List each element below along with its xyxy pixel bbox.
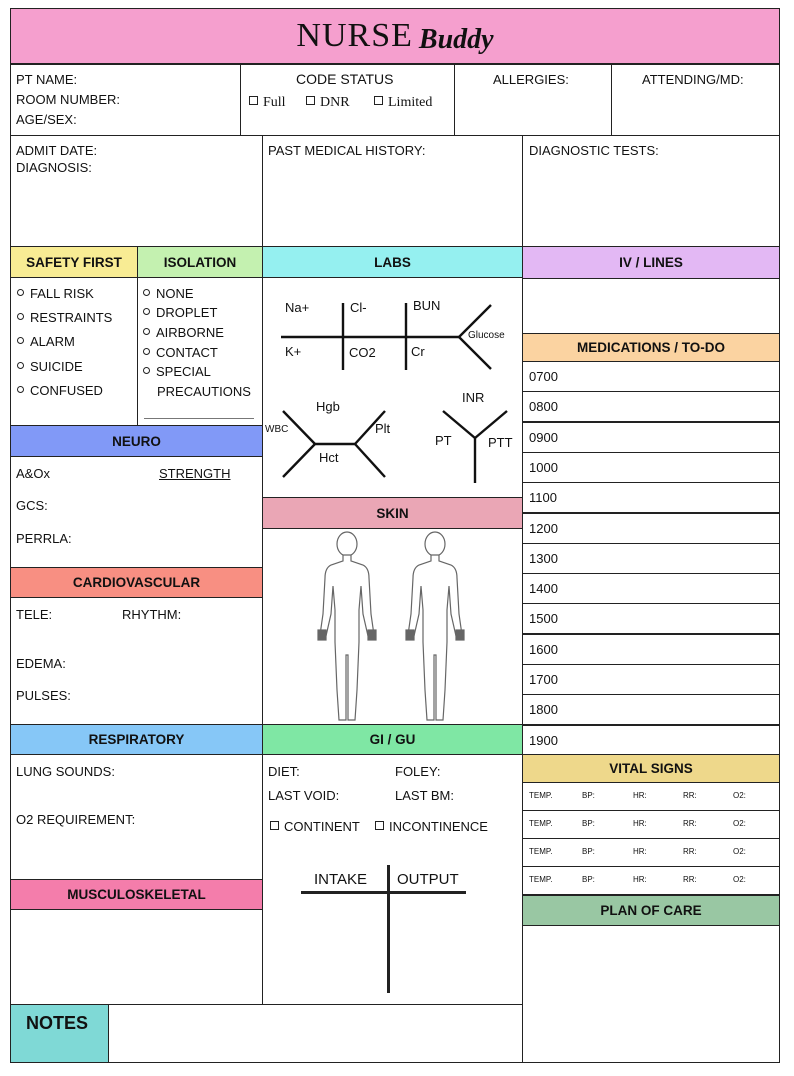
isolation-special-cont: PRECAUTIONS (157, 384, 251, 399)
notes-header (10, 1004, 109, 1063)
isolation-item[interactable]: DROPLET (143, 305, 217, 320)
medication-time: 1300 (529, 551, 558, 566)
medication-row[interactable] (522, 361, 780, 392)
isolation-box (137, 277, 263, 426)
lab-bun: BUN (413, 298, 441, 313)
medication-row[interactable] (522, 391, 780, 422)
isolation-header: ISOLATION (137, 246, 263, 278)
lab-pt: PT (435, 433, 452, 448)
diet-label: DIET: (268, 764, 300, 779)
vitals-label: TEMP. (529, 819, 553, 828)
lab-wbc: WBC (265, 424, 289, 435)
vitals-label: RR: (683, 819, 697, 828)
neuro-gcs-label: GCS: (16, 498, 48, 513)
title-banner (10, 8, 780, 64)
vitals-label: TEMP. (529, 791, 553, 800)
bullet-icon (143, 289, 150, 296)
vitals-label: O2: (733, 847, 746, 856)
cardio-rhythm-label: RHYTHM: (122, 607, 182, 622)
safety-item[interactable]: RESTRAINTS (17, 310, 112, 325)
safety-box (10, 277, 138, 426)
neuro-aox-label: A&Ox (16, 466, 50, 481)
vitals-label: HR: (633, 819, 647, 828)
vitals-label: HR: (633, 875, 647, 884)
medication-time: 1900 (529, 733, 558, 748)
skin-box (262, 528, 523, 725)
vitals-row[interactable] (522, 810, 780, 839)
medication-row[interactable] (522, 694, 780, 725)
lung-sounds-label: LUNG SOUNDS: (16, 764, 115, 779)
labs-box (262, 277, 523, 498)
isolation-item[interactable]: SPECIAL (143, 364, 211, 379)
medication-row[interactable] (522, 452, 780, 483)
medication-row[interactable] (522, 573, 780, 604)
medication-time: 0800 (529, 399, 558, 414)
bullet-icon (17, 362, 24, 369)
cardio-pulses-label: PULSES: (16, 688, 71, 703)
lab-hgb: Hgb (316, 399, 340, 414)
notes-box[interactable] (108, 1004, 523, 1063)
checkbox-icon (306, 96, 315, 105)
medication-row[interactable] (522, 725, 780, 756)
diagnostic-tests-box (522, 135, 780, 247)
lab-plt: Plt (375, 421, 391, 436)
lab-cr: Cr (411, 344, 425, 359)
checkbox-icon (249, 96, 258, 105)
vitals-label: O2: (733, 819, 746, 828)
admit-date-label: ADMIT DATE: (16, 143, 98, 158)
medication-row[interactable] (522, 664, 780, 695)
last-void-label: LAST VOID: (268, 788, 340, 803)
lab-k: K+ (285, 344, 302, 359)
checkbox-icon (374, 96, 383, 105)
patient-info-box (10, 64, 241, 136)
safety-item[interactable]: ALARM (17, 334, 75, 349)
bullet-icon (143, 367, 150, 374)
safety-item[interactable]: FALL RISK (17, 286, 94, 301)
lab-hct: Hct (319, 450, 339, 465)
pmh-label: PAST MEDICAL HISTORY: (268, 143, 426, 158)
neuro-header: NEURO (10, 425, 263, 457)
allergies-box (454, 64, 612, 136)
bullet-icon (17, 313, 24, 320)
iv-lines-header: IV / LINES (522, 246, 780, 279)
vitals-label: TEMP. (529, 875, 553, 884)
medication-time: 1000 (529, 460, 558, 475)
isolation-underline (144, 418, 254, 419)
medication-time: 1500 (529, 611, 558, 626)
medication-row[interactable] (522, 513, 780, 544)
vitals-header: VITAL SIGNS (522, 754, 780, 783)
msk-header: MUSCULOSKELETAL (10, 879, 263, 910)
vitals-label: BP: (582, 819, 595, 828)
attending-box (611, 64, 780, 136)
labs-header: LABS (262, 246, 523, 278)
medication-time: 1700 (529, 672, 558, 687)
pmh-box (262, 135, 523, 247)
continent-option[interactable]: CONTINENT (270, 819, 360, 834)
medication-row[interactable] (522, 543, 780, 574)
output-label: OUTPUT (397, 871, 459, 888)
incontinence-option[interactable]: INCONTINENCE (375, 819, 488, 834)
code-status-label: CODE STATUS (296, 71, 394, 87)
skin-header: SKIN (262, 497, 523, 529)
vitals-label: HR: (633, 791, 647, 800)
medication-row[interactable] (522, 422, 780, 453)
intake-label: INTAKE (314, 871, 368, 888)
isolation-item[interactable]: AIRBORNE (143, 325, 224, 340)
lab-cl: Cl- (350, 300, 367, 315)
medication-time: 1800 (529, 702, 558, 717)
bullet-icon (17, 386, 24, 393)
neuro-strength-label: STRENGTH (159, 466, 231, 481)
medication-time: 0700 (529, 369, 558, 384)
vitals-label: RR: (683, 847, 697, 856)
code-dnr-option[interactable]: DNR (306, 95, 350, 111)
code-status-box (240, 64, 455, 136)
io-horizontal-line (301, 891, 466, 894)
cardio-box (10, 597, 263, 725)
msk-box (10, 909, 263, 1005)
vitals-label: TEMP. (529, 847, 553, 856)
room-number-label: ROOM NUMBER: (16, 92, 120, 107)
medication-row[interactable] (522, 634, 780, 665)
lab-glucose: Glucose (468, 330, 505, 341)
code-limited-option[interactable]: Limited (374, 95, 432, 111)
medication-time: 1600 (529, 642, 558, 657)
checkbox-icon (375, 821, 384, 830)
o2-requirement-label: O2 REQUIREMENT: (16, 812, 136, 827)
cardio-tele-label: TELE: (16, 607, 53, 622)
vitals-row[interactable] (522, 838, 780, 867)
medications-header: MEDICATIONS / TO-DO (522, 333, 780, 362)
vitals-label: RR: (683, 791, 697, 800)
plan-header: PLAN OF CARE (522, 895, 780, 926)
attending-label: ATTENDING/MD: (642, 72, 744, 87)
vitals-row[interactable] (522, 782, 780, 811)
safety-header: SAFETY FIRST (10, 246, 138, 278)
safety-item[interactable]: CONFUSED (17, 383, 103, 398)
cardio-header: CARDIOVASCULAR (10, 567, 263, 598)
body-diagram (263, 529, 522, 724)
bullet-icon (143, 328, 150, 335)
foley-label: FOLEY: (395, 764, 441, 779)
allergies-label: ALLERGIES: (493, 72, 569, 87)
lab-inr: INR (462, 390, 485, 405)
checkbox-icon (270, 821, 279, 830)
bullet-icon (17, 337, 24, 344)
vitals-label: O2: (733, 875, 746, 884)
vitals-label: RR: (683, 875, 697, 884)
medication-row[interactable] (522, 482, 780, 513)
medication-time: 0900 (529, 430, 558, 445)
bullet-icon (143, 308, 150, 315)
vitals-label: O2: (733, 791, 746, 800)
isolation-item[interactable]: NONE (143, 286, 194, 301)
neuro-perrla-label: PERRLA: (16, 531, 72, 546)
vitals-row[interactable] (522, 866, 780, 895)
vitals-label: BP: (582, 791, 595, 800)
vitals-label: HR: (633, 847, 647, 856)
io-vertical-line (387, 865, 390, 993)
gigu-box (262, 754, 523, 1005)
title-main: NURSE (296, 17, 413, 54)
safety-item[interactable]: SUICIDE (17, 359, 83, 374)
medication-time: 1200 (529, 521, 558, 536)
gigu-header: GI / GU (262, 724, 523, 755)
respiratory-box (10, 754, 263, 880)
lab-ptt: PTT (488, 435, 513, 450)
isolation-item[interactable]: CONTACT (143, 345, 218, 360)
lab-co2: CO2 (349, 345, 376, 360)
diagnostic-tests-label: DIAGNOSTIC TESTS: (529, 143, 659, 158)
medication-row[interactable] (522, 603, 780, 634)
respiratory-header: RESPIRATORY (10, 724, 263, 755)
plan-box (522, 925, 780, 1063)
bullet-icon (143, 348, 150, 355)
vitals-label: BP: (582, 875, 595, 884)
pt-name-label: PT NAME: (16, 72, 78, 87)
lab-na: Na+ (285, 300, 310, 315)
notes-title: NOTES (26, 1013, 89, 1033)
age-sex-label: AGE/SEX: (16, 112, 77, 127)
admit-box (10, 135, 263, 247)
title-script: Buddy (418, 24, 494, 55)
medication-time: 1400 (529, 581, 558, 596)
last-bm-label: LAST BM: (395, 788, 455, 803)
iv-lines-box (522, 278, 780, 334)
neuro-box (10, 456, 263, 568)
code-full-option[interactable]: Full (249, 95, 286, 111)
bullet-icon (17, 289, 24, 296)
medication-time: 1100 (529, 490, 557, 505)
cardio-edema-label: EDEMA: (16, 656, 66, 671)
vitals-label: BP: (582, 847, 595, 856)
diagnosis-label: DIAGNOSIS: (16, 160, 92, 175)
